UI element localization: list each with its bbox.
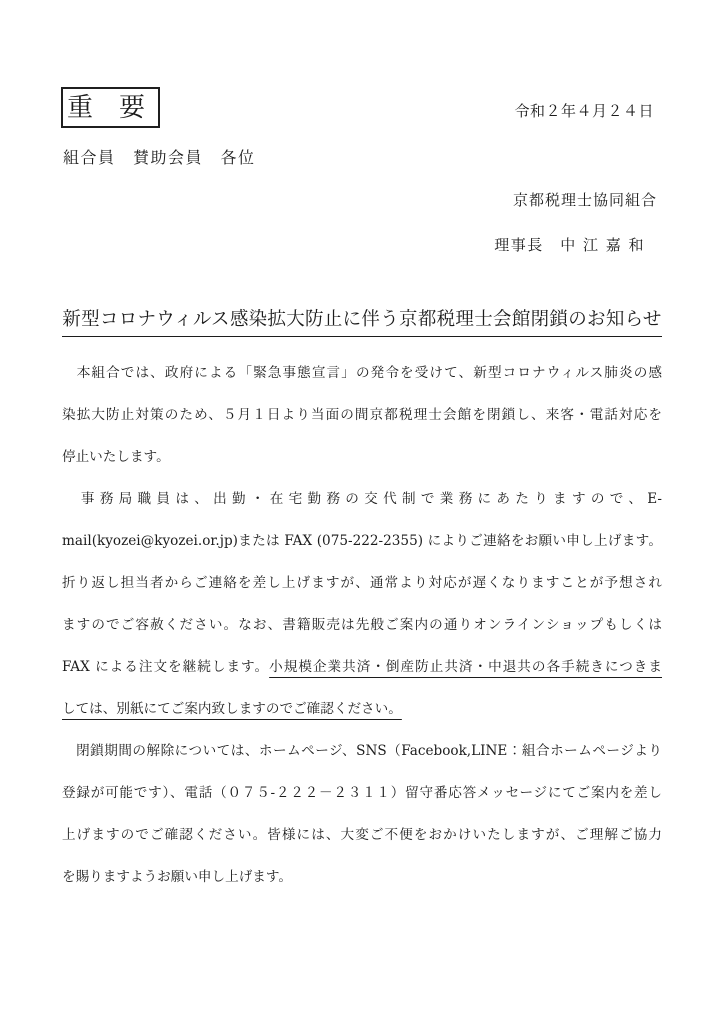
text-run: FAX による注文を継続します。	[62, 659, 270, 675]
recipient-line: 組合員 賛助会員 各位	[63, 148, 256, 167]
body-line	[62, 394, 662, 436]
body-line	[62, 730, 662, 772]
text-run: mail(kyozei@kyozei.or.jp)または FAX (075-222-2355) によりご連絡をお願い申し上げます。	[62, 533, 662, 549]
text-run: 登録が可能です）、電話（０７５-２２２－２３１１）留守番応答メッセージにてご案内を差し	[62, 785, 662, 801]
paragraph	[62, 730, 662, 898]
body-line	[62, 688, 662, 730]
letter-body	[62, 352, 662, 898]
paragraph	[62, 352, 662, 478]
important-stamp-label: 重 要	[67, 92, 146, 123]
body-line	[62, 436, 662, 478]
text-run: 上げますのでご確認ください。皆様には、大変ご不便をおかけいたしますが、ご理解ご協力	[62, 827, 662, 843]
body-line	[62, 814, 662, 856]
text-run: 染拡大防止対策のため、５月１日より当面の間京都税理士会館を閉鎖し、来客・電話対応を	[62, 407, 662, 423]
text-run: 折り返し担当者からご連絡を差し上げますが、通常より対応が遅くなりますことが予想され	[62, 575, 662, 591]
document-title-wrap	[0, 305, 724, 337]
text-run: 停止いたします。	[62, 449, 170, 465]
document-title: 新型コロナウィルス感染拡大防止に伴う京都税理士会館閉鎖のお知らせ	[62, 305, 661, 337]
document-date: 令和２年４月２４日	[514, 102, 654, 120]
text-run: 事務局職員は、出勤・在宅勤務の交代制で業務にあたりますので、E-	[62, 491, 662, 507]
organization-name: 京都税理士協同組合	[512, 191, 657, 209]
body-line	[62, 856, 662, 898]
paragraph	[62, 478, 662, 730]
underlined-text-run: しては、別紙にてご案内致しますのでご確認ください。	[62, 701, 402, 717]
body-line	[62, 604, 662, 646]
text-run: ますのでご容赦ください。なお、書籍販売は先般ご案内の通りオンラインショップもしくは	[62, 617, 662, 633]
body-line	[62, 772, 662, 814]
important-stamp-box	[61, 87, 160, 128]
body-line	[62, 646, 662, 688]
text-run: 本組合では、政府による「緊急事態宣言」の発令を受けて、新型コロナウィルス肺炎の感	[62, 365, 662, 381]
text-run: 閉鎖期間の解除については、ホームページ、SNS（Facebook,LINE：組合ホームページより	[62, 743, 662, 759]
underlined-text-run: 小規模企業共済・倒産防止共済・中退共の各手続きにつきま	[269, 659, 662, 675]
body-line	[62, 478, 662, 520]
body-line	[62, 520, 662, 562]
body-line	[62, 352, 662, 394]
signer-name: 理事長 中 江 嘉 和	[494, 236, 645, 254]
body-line	[62, 562, 662, 604]
text-run: を賜りますようお願い申し上げます。	[62, 869, 293, 885]
